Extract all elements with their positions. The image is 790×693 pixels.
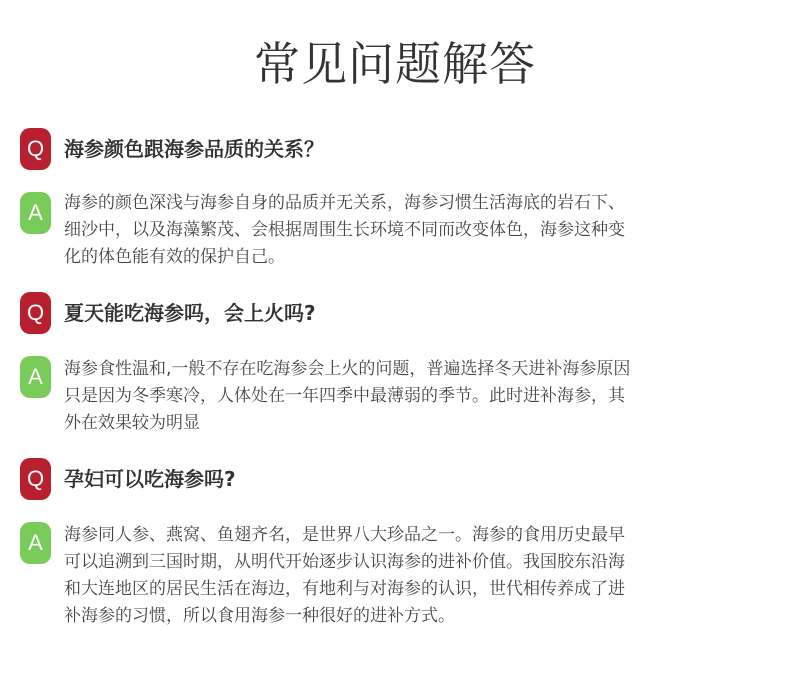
answer-line: 只是因为冬季寒冷，人体处在一年四季中最薄弱的季节。此时进补海参，其 — [64, 386, 625, 406]
page-title: 常见问题解答 — [254, 37, 536, 91]
answer-line: 和大连地区的居民生活在海边，有地利与对海参的认识，世代相传养成了进 — [64, 579, 625, 599]
answer-line: 可以追溯到三国时期，从明代开始逐步认识海参的进补价值。我国胶东沿海 — [64, 552, 625, 572]
answer-badge: A — [20, 356, 51, 398]
question-text: 孕妇可以吃海参吗? — [64, 467, 236, 491]
answer-badge: A — [20, 522, 51, 564]
answer-line: 海参同人参、燕窝、鱼翅齐名，是世界八大珍品之一。海参的食用历史最早 — [64, 525, 625, 545]
answer-line: 海参的颜色深浅与海参自身的品质并无关系，海参习惯生活海底的岩石下、 — [64, 193, 625, 213]
answer-text — [64, 356, 724, 437]
question-badge: Q — [20, 292, 51, 334]
answer-badge: A — [20, 192, 51, 234]
answer-text — [64, 522, 724, 630]
answer-line: 补海参的习惯，所以食用海参一种很好的进补方式。 — [64, 606, 455, 626]
question-badge: Q — [20, 128, 51, 170]
answer-line: 海参食性温和,一般不存在吃海参会上火的问题，普遍选择冬天进补海参原因 — [64, 359, 631, 379]
question-badge: Q — [20, 458, 51, 500]
answer-line: 化的体色能有效的保护自己。 — [64, 247, 285, 267]
answer-text — [64, 190, 724, 271]
question-text: 夏天能吃海参吗，会上火吗? — [64, 301, 316, 325]
answer-line: 外在效果较为明显 — [64, 413, 200, 433]
answer-line: 细沙中，以及海藻繁茂、会根据周围生长环境不同而改变体色，海参这种变 — [64, 220, 625, 240]
question-text: 海参颜色跟海参品质的关系？ — [64, 137, 324, 161]
